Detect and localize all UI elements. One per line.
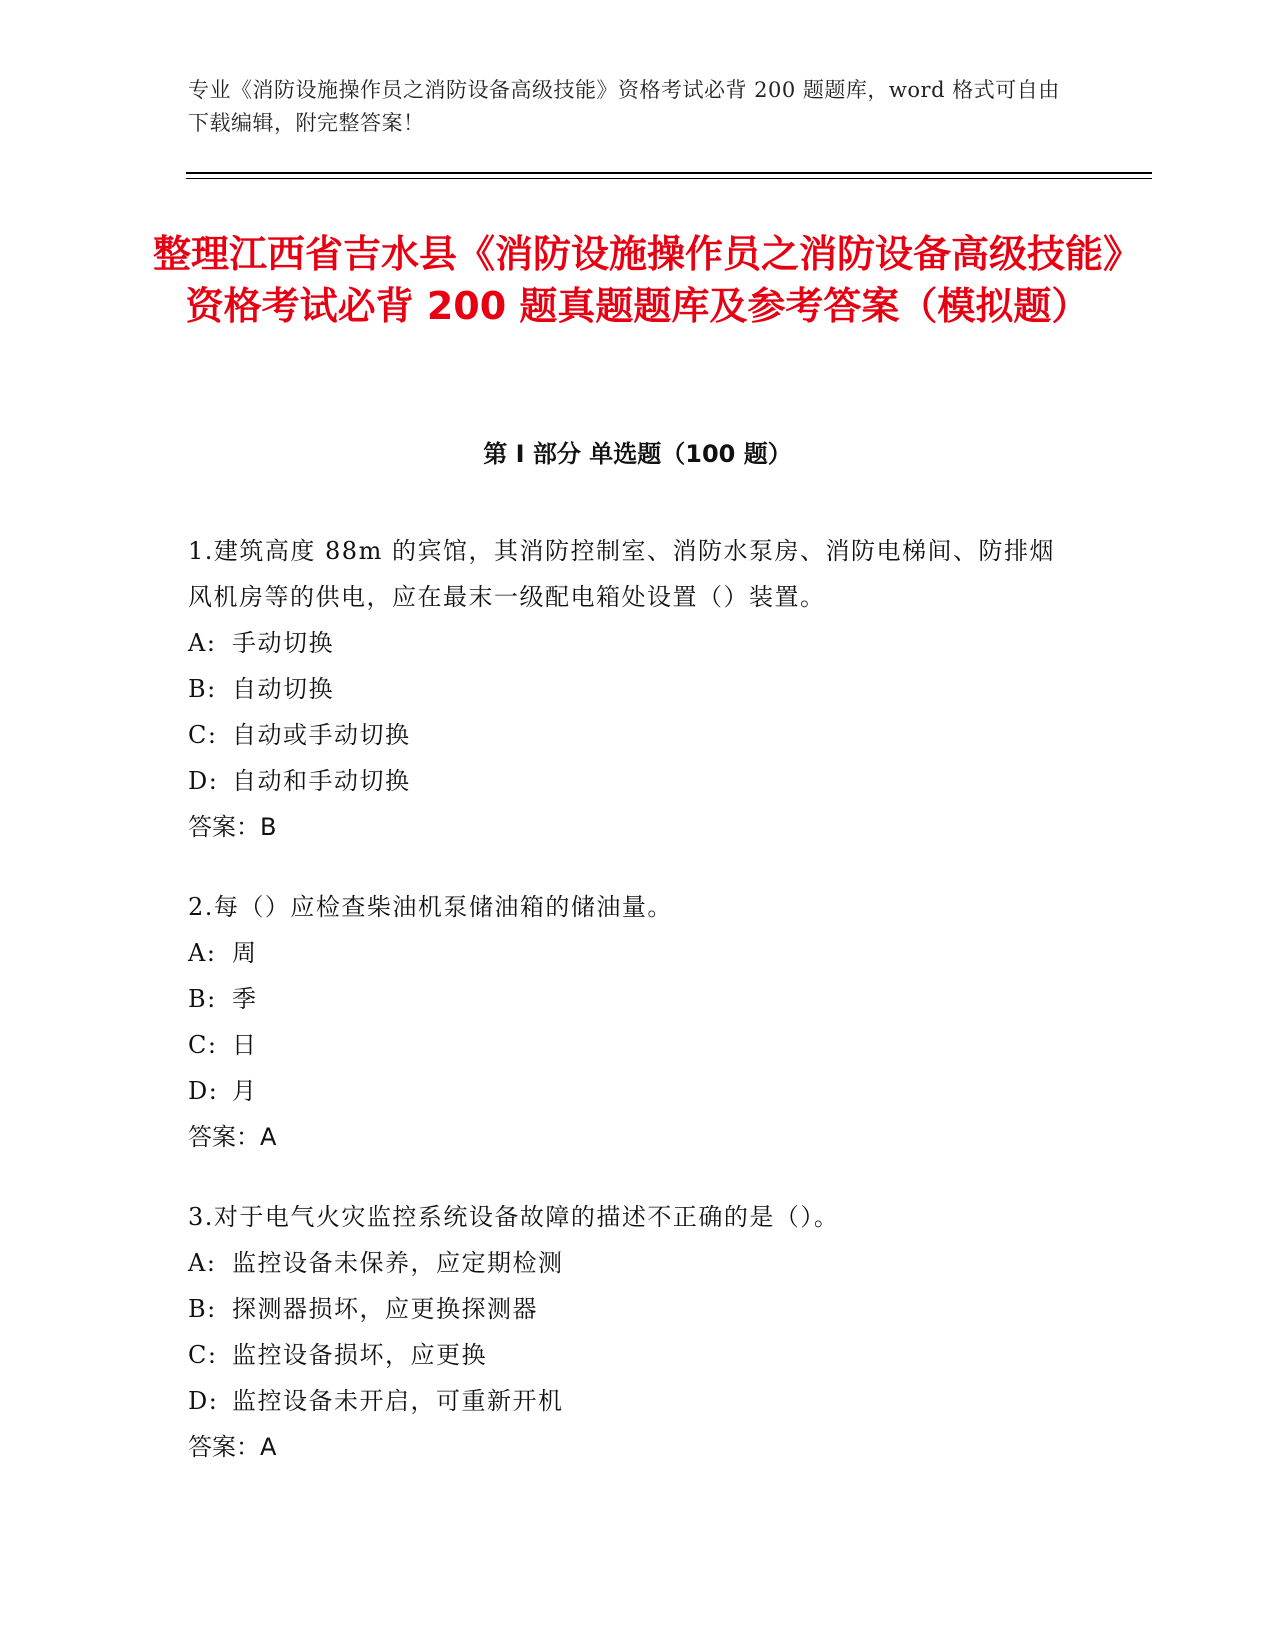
option-b <box>188 1286 1068 1332</box>
question-stem: 1.建筑高度 88m 的宾馆，其消防控制室、消防水泵房、消防电梯间、防排烟风机房等的供电，应在最末一级配电箱处设置（）装置。 <box>188 537 1055 611</box>
answer-prefix: 答案： <box>188 1123 260 1151</box>
option-c <box>188 1332 1068 1378</box>
section-title: 第 I 部分 单选题（100 题） <box>483 440 792 468</box>
option-text: 手动切换 <box>232 629 334 657</box>
option-text: 季 <box>232 985 258 1013</box>
option-letter: D: <box>188 1077 219 1105</box>
option-a <box>188 1240 1068 1286</box>
option-c <box>188 712 1068 758</box>
option-letter: C: <box>188 1031 218 1059</box>
option-text: 日 <box>232 1031 258 1059</box>
answer-value: B <box>260 813 277 841</box>
option-letter: B: <box>188 675 217 703</box>
question-stem: 3.对于电气火灾监控系统设备故障的描述不正确的是（）。 <box>188 1203 840 1231</box>
answer-line <box>188 804 1068 850</box>
option-text: 自动和手动切换 <box>232 767 411 795</box>
option-text: 监控设备损坏，应更换 <box>232 1341 487 1369</box>
question-3 <box>188 1194 1068 1470</box>
option-text: 探测器损坏，应更换探测器 <box>232 1295 538 1323</box>
option-letter: B: <box>188 1295 217 1323</box>
option-d <box>188 758 1068 804</box>
answer-line <box>188 1424 1068 1470</box>
answer-prefix: 答案： <box>188 813 260 841</box>
header-divider-thin <box>186 178 1152 179</box>
option-c <box>188 1022 1068 1068</box>
option-text: 自动切换 <box>232 675 334 703</box>
option-letter: A: <box>188 1249 217 1277</box>
header-note: 专业《消防设施操作员之消防设备高级技能》资格考试必背 200 题题库，word 格式可自由下载编辑，附完整答案！ <box>188 78 1060 135</box>
answer-line <box>188 1114 1068 1160</box>
option-text: 监控设备未保养，应定期检测 <box>232 1249 564 1277</box>
option-b <box>188 666 1068 712</box>
option-d <box>188 1068 1068 1114</box>
option-letter: D: <box>188 1387 219 1415</box>
header-divider-thick <box>186 172 1152 174</box>
option-text: 自动或手动切换 <box>232 721 411 749</box>
question-2 <box>188 884 1068 1160</box>
question-list <box>188 528 1068 1504</box>
answer-value: A <box>260 1433 277 1461</box>
document-title: 整理江西省吉水县《消防设施操作员之消防设备高级技能》资格考试必背 200 题真题题库及参考答案（模拟题） <box>152 232 1122 328</box>
option-a <box>188 620 1068 666</box>
option-letter: C: <box>188 721 218 749</box>
option-b <box>188 976 1068 1022</box>
answer-prefix: 答案： <box>188 1433 260 1461</box>
answer-value: A <box>260 1123 277 1151</box>
option-letter: C: <box>188 1341 218 1369</box>
option-letter: A: <box>188 629 217 657</box>
option-text: 周 <box>232 939 258 967</box>
question-1 <box>188 528 1068 850</box>
option-text: 监控设备未开启，可重新开机 <box>232 1387 564 1415</box>
option-text: 月 <box>232 1077 258 1105</box>
option-letter: D: <box>188 767 219 795</box>
option-letter: A: <box>188 939 217 967</box>
option-a <box>188 930 1068 976</box>
option-letter: B: <box>188 985 217 1013</box>
question-stem: 2.每（）应检查柴油机泵储油箱的储油量。 <box>188 893 673 921</box>
option-d <box>188 1378 1068 1424</box>
